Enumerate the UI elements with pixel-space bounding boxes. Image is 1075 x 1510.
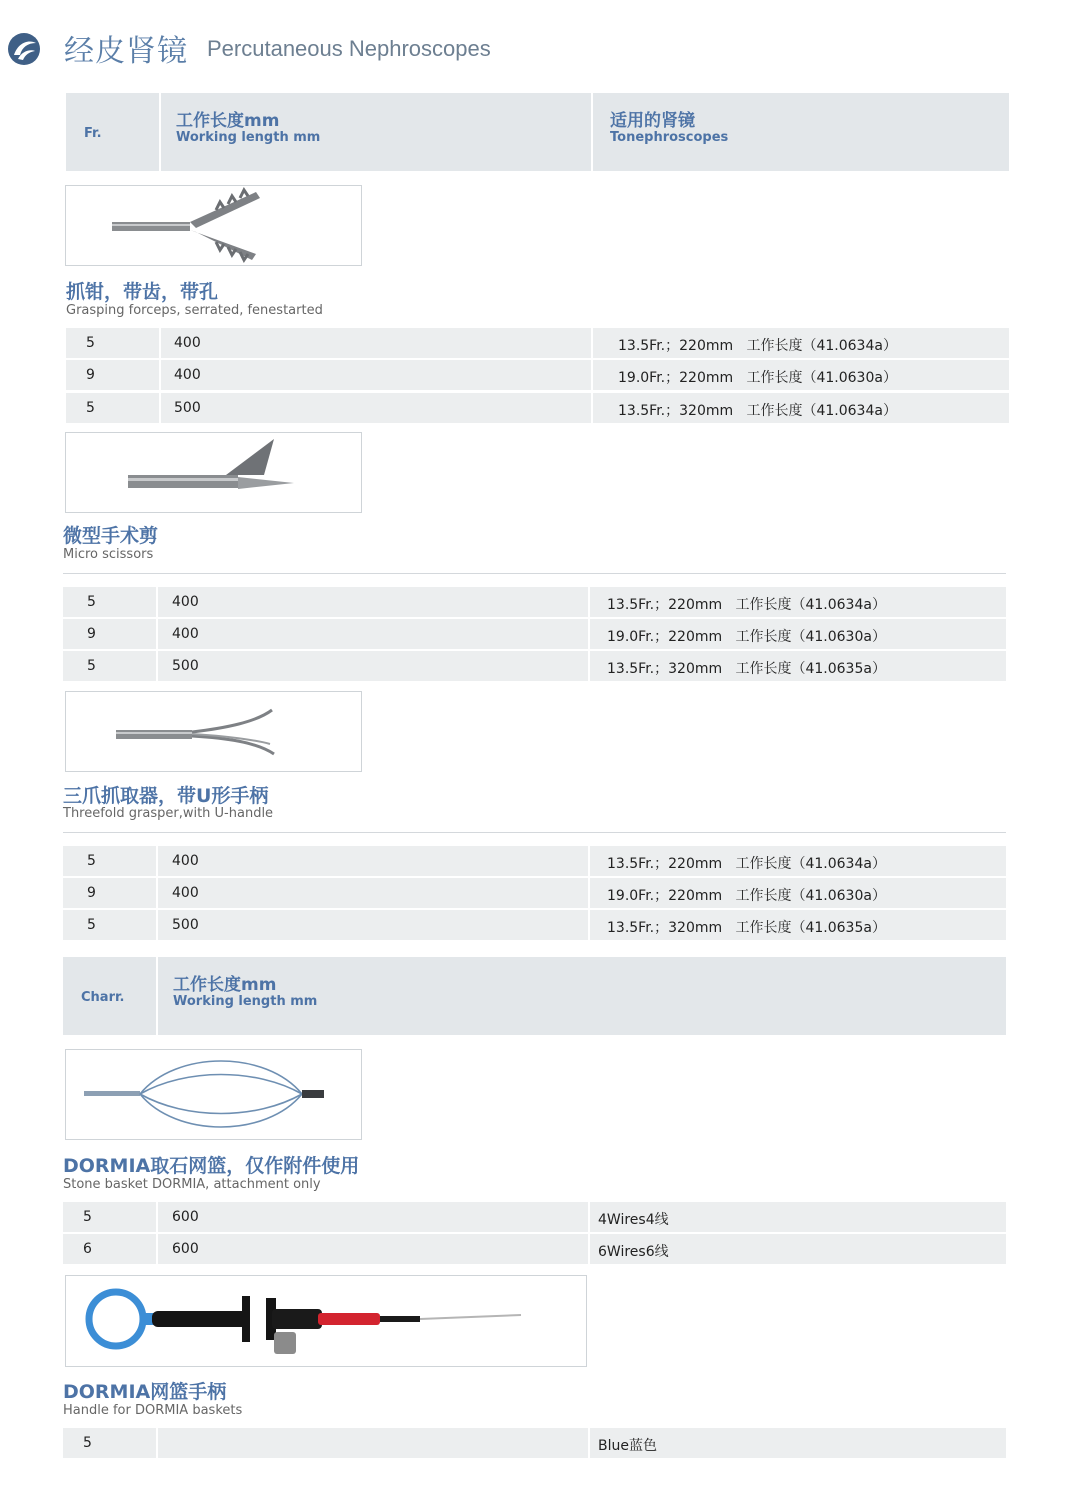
product-name-en: Micro scissors — [63, 547, 154, 562]
working-length-en: Working length mm — [176, 130, 321, 145]
table-cell: 13.5Fr.；320mm 工作长度（41.0635a） — [607, 661, 886, 677]
product-name-zh: 三爪抓取器，带U形手柄 — [63, 785, 269, 807]
table-cell: 5 — [87, 594, 96, 610]
table-row — [63, 587, 1006, 617]
working-length-en: Working length mm — [173, 994, 318, 1009]
brand-logo — [8, 33, 40, 65]
table-cell: 5 — [86, 335, 95, 351]
table-cell: 500 — [174, 400, 201, 416]
basket-handle-image — [65, 1275, 587, 1367]
nephroscope-en: Tonephroscopes — [610, 130, 729, 145]
table-cell: 600 — [172, 1241, 199, 1257]
table-row — [63, 1202, 1006, 1232]
micro-scissors-image — [65, 432, 362, 513]
charr-label: Charr. — [81, 990, 125, 1005]
product-name-en: Grasping forceps, serrated, fenestarted — [66, 303, 323, 318]
divider — [63, 573, 1006, 574]
table-row — [63, 910, 1006, 940]
table-cell: 13.5Fr.；320mm 工作长度（41.0635a） — [607, 920, 886, 936]
table-cell: 400 — [172, 853, 199, 869]
working-length-zh: 工作长度mm — [176, 111, 280, 131]
table-cell: 600 — [172, 1209, 199, 1225]
table-cell: 400 — [172, 885, 199, 901]
table-row — [63, 1234, 1006, 1264]
table-cell: 19.0Fr.；220mm 工作长度（41.0630a） — [618, 370, 897, 386]
table-cell: 6 — [83, 1241, 92, 1257]
table-cell: 9 — [87, 885, 96, 901]
table-cell: 13.5Fr.；220mm 工作长度（41.0634a） — [607, 597, 886, 613]
table-cell: 5 — [83, 1435, 92, 1451]
stone-basket-image — [65, 1049, 362, 1140]
table-header-1 — [66, 93, 1009, 171]
table-cell: 400 — [174, 335, 201, 351]
product-name-en: Stone basket DORMIA, attachment only — [63, 1177, 321, 1192]
table-cell: 5 — [87, 917, 96, 933]
table-row — [66, 393, 1009, 423]
table-cell: Blue蓝色 — [598, 1438, 657, 1454]
table-header-2 — [63, 957, 1006, 1035]
page-title-zh: 经皮肾镜 — [64, 34, 188, 69]
table-cell: 400 — [174, 367, 201, 383]
table-cell: 5 — [87, 853, 96, 869]
table-cell: 5 — [87, 658, 96, 674]
table-cell: 19.0Fr.；220mm 工作长度（41.0630a） — [607, 888, 886, 904]
table-row — [63, 651, 1006, 681]
table-cell: 6Wires6线 — [598, 1244, 669, 1260]
divider — [63, 832, 1006, 833]
working-length-zh: 工作长度mm — [173, 975, 277, 995]
table-cell: 500 — [172, 917, 199, 933]
threefold-grasper-image — [65, 691, 362, 772]
table-cell: 5 — [83, 1209, 92, 1225]
table-cell: 13.5Fr.；320mm 工作长度（41.0634a） — [618, 403, 897, 419]
table-cell: 13.5Fr.；220mm 工作长度（41.0634a） — [618, 338, 897, 354]
grasping-forceps-image — [65, 185, 362, 266]
fr-label: Fr. — [84, 126, 102, 141]
table-row — [66, 360, 1009, 390]
product-name-zh: 抓钳，带齿，带孔 — [66, 281, 219, 303]
product-name-en: Handle for DORMIA baskets — [63, 1403, 243, 1418]
table-row — [63, 619, 1006, 649]
table-cell: 400 — [172, 594, 199, 610]
table-row — [63, 878, 1006, 908]
table-cell: 9 — [86, 367, 95, 383]
table-cell: 4Wires4线 — [598, 1212, 669, 1228]
product-name-zh: 微型手术剪 — [63, 525, 159, 547]
page-title-en: Percutaneous Nephroscopes — [207, 36, 491, 61]
table-cell: 19.0Fr.；220mm 工作长度（41.0630a） — [607, 629, 886, 645]
table-row — [63, 1428, 1006, 1458]
product-name-en: Threefold grasper,with U-handle — [63, 806, 274, 821]
table-row — [63, 846, 1006, 876]
table-cell: 500 — [172, 658, 199, 674]
table-cell: 400 — [172, 626, 199, 642]
table-cell: 9 — [87, 626, 96, 642]
table-cell: 13.5Fr.；220mm 工作长度（41.0634a） — [607, 856, 886, 872]
product-name-zh: DORMIA取石网篮，仅作附件使用 — [63, 1155, 360, 1177]
table-cell: 5 — [86, 400, 95, 416]
nephroscope-zh: 适用的肾镜 — [610, 111, 695, 131]
table-row — [66, 328, 1009, 358]
product-name-zh: DORMIA网篮手柄 — [63, 1381, 227, 1403]
